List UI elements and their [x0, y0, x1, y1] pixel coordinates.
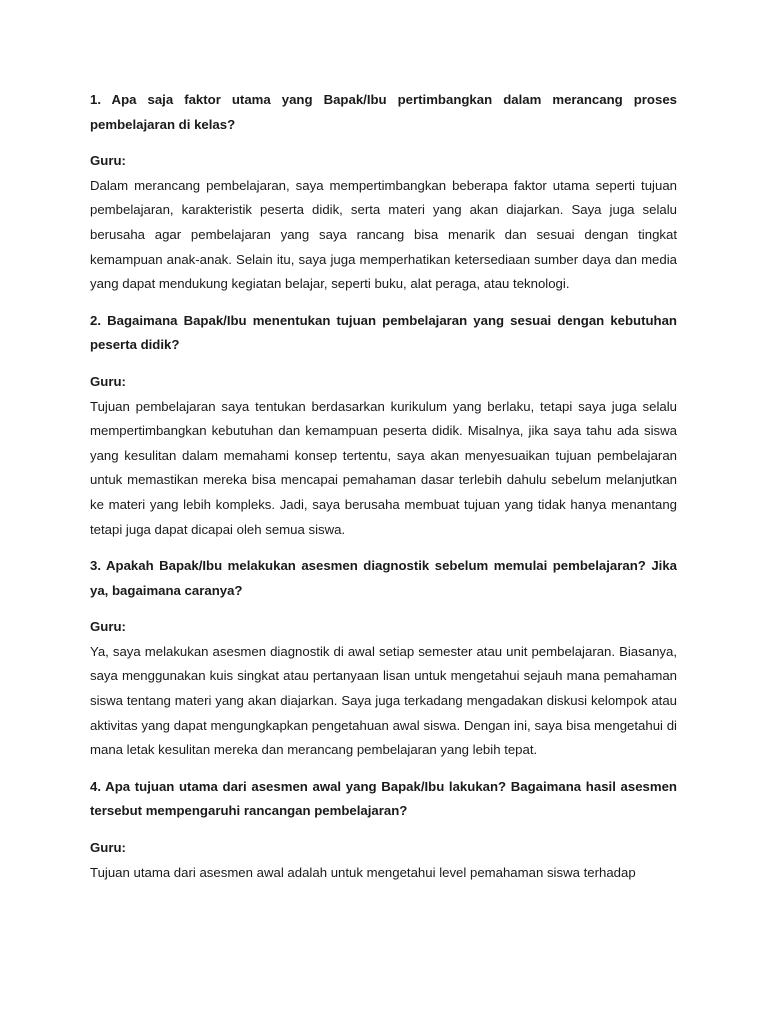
document-page	[90, 88, 677, 897]
answer-3: Ya, saya melakukan asesmen diagnostik di awal setiap semester atau unit pembelajaran. Biasanya, saya menggunakan kuis singkat atau pertanyaan lisan untuk mengetahui sejauh mana pemahaman siswa tentang materi yang akan diajarkan. Saya juga terkadang mengadakan diskusi kelompok atau aktivitas yang dapat mengungkapkan pengetahuan awal siswa. Dengan ini, saya bisa mengetahui di mana letak kesulitan mereka dan merancang pembelajaran yang lebih tepat.	[90, 643, 677, 758]
question-1: 1. Apa saja faktor utama yang Bapak/Ibu pertimbangkan dalam merancang proses pembelajaran di kelas?	[90, 92, 677, 132]
qa-item-2	[90, 309, 677, 542]
qa-item-3	[90, 554, 677, 763]
answer-1: Dalam merancang pembelajaran, saya mempertimbangkan beberapa faktor utama seperti tujuan pembelajaran, karakteristik peserta didik, serta materi yang akan diajarkan. Saya juga selalu berusaha agar pembelajaran yang saya rancang bisa menarik dan sesuai dengan tingkat kemampuan anak-anak. Selain itu, saya juga memperhatikan ketersediaan sumber daya dan media yang dapat mendukung kegiatan belajar, seperti buku, alat peraga, atau teknologi.	[90, 177, 677, 292]
answer-4: Tujuan utama dari asesmen awal adalah untuk mengetahui level pemahaman siswa terhadap	[90, 864, 636, 880]
question-3: 3. Apakah Bapak/Ibu melakukan asesmen diagnostik sebelum memulai pembelajaran? Jika ya, bagaimana caranya?	[90, 558, 677, 598]
qa-item-4	[90, 775, 677, 885]
speaker-label-2: Guru:	[90, 373, 126, 389]
speaker-label-1: Guru:	[90, 153, 126, 169]
speaker-label-4: Guru:	[90, 840, 126, 856]
answer-2: Tujuan pembelajaran saya tentukan berdasarkan kurikulum yang berlaku, tetapi saya juga selalu mempertimbangkan kebutuhan dan kemampuan peserta didik. Misalnya, jika saya tahu ada siswa yang kesulitan dalam memahami konsep tertentu, saya akan menyesuaikan tujuan pembelajaran untuk memastikan mereka bisa mencapai pemahaman dasar terlebih dahulu sebelum melanjutkan ke materi yang lebih kompleks. Jadi, saya berusaha membuat tujuan yang tidak hanya menantang tetapi juga dapat dicapai oleh semua siswa.	[90, 398, 677, 537]
qa-item-1	[90, 88, 677, 297]
question-4: 4. Apa tujuan utama dari asesmen awal yang Bapak/Ibu lakukan? Bagaimana hasil asesmen tersebut mempengaruhi rancangan pembelajaran?	[90, 778, 677, 819]
speaker-label-3: Guru:	[90, 619, 126, 635]
question-2: 2. Bagaimana Bapak/Ibu menentukan tujuan pembelajaran yang sesuai dengan kebutuhan peserta didik?	[90, 312, 677, 353]
